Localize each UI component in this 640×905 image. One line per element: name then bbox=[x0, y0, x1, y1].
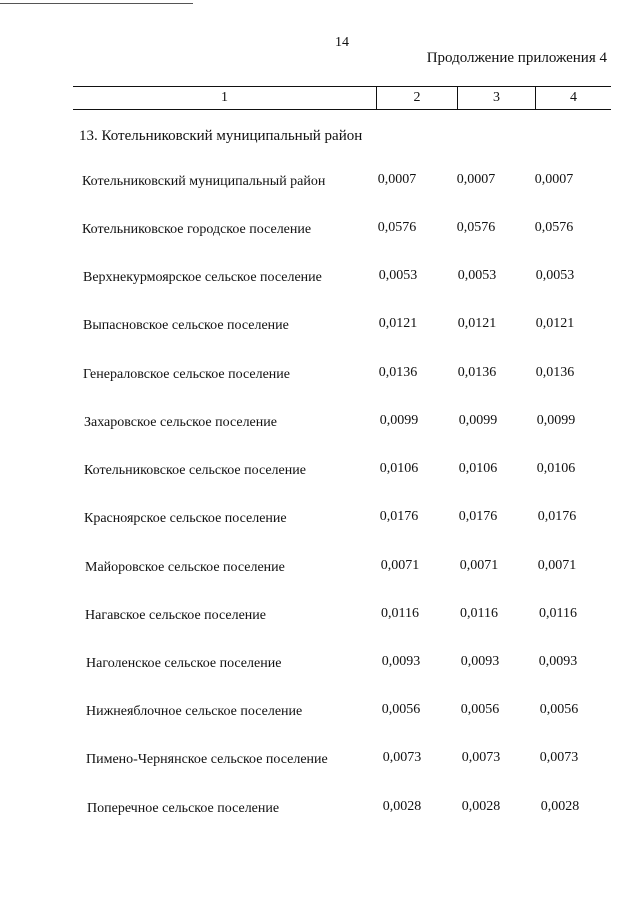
row-value-col-4: 0,0176 bbox=[537, 509, 577, 524]
row-value-col-2: 0,0106 bbox=[379, 461, 419, 476]
header-col-4: 4 bbox=[535, 87, 611, 109]
row-value-col-3: 0,0007 bbox=[456, 172, 496, 187]
table-row bbox=[0, 656, 640, 678]
row-value-col-2: 0,0007 bbox=[377, 172, 417, 187]
row-value-col-2: 0,0176 bbox=[379, 509, 419, 524]
row-value-col-3: 0,0056 bbox=[460, 702, 500, 717]
table-row bbox=[0, 752, 640, 774]
row-value-col-3: 0,0176 bbox=[458, 509, 498, 524]
row-name: Верхнекурмоярское сельское поселение bbox=[83, 270, 322, 285]
header-col-1: 1 bbox=[221, 90, 228, 105]
row-value-col-3: 0,0576 bbox=[456, 220, 496, 235]
row-value-col-2: 0,0121 bbox=[378, 316, 418, 331]
header-col-2: 2 bbox=[376, 87, 457, 109]
table-row bbox=[0, 511, 640, 533]
row-name: Нагавское сельское поселение bbox=[85, 608, 266, 623]
row-value-col-4: 0,0121 bbox=[535, 316, 575, 331]
table-row bbox=[0, 367, 640, 389]
row-value-col-2: 0,0053 bbox=[378, 268, 418, 283]
row-value-col-3: 0,0136 bbox=[457, 365, 497, 380]
row-name: Поперечное сельское поселение bbox=[87, 801, 280, 816]
row-name: Майоровское сельское поселение bbox=[85, 560, 285, 575]
row-name: Пимено-Чернянское сельское поселение bbox=[86, 752, 328, 767]
row-name: Красноярское сельское поселение bbox=[84, 511, 287, 526]
row-value-col-4: 0,0576 bbox=[534, 220, 574, 235]
continuation-label: Продолжение приложения 4 bbox=[426, 50, 607, 66]
row-value-col-2: 0,0576 bbox=[377, 220, 417, 235]
row-value-col-3: 0,0106 bbox=[458, 461, 498, 476]
row-name: Выпасновское сельское поселение bbox=[83, 318, 289, 333]
row-value-col-2: 0,0136 bbox=[378, 365, 418, 380]
header-col-3: 3 bbox=[457, 87, 535, 109]
row-value-col-2: 0,0056 bbox=[381, 702, 421, 717]
row-value-col-4: 0,0071 bbox=[537, 558, 577, 573]
table-row bbox=[0, 415, 640, 437]
row-value-col-4: 0,0116 bbox=[539, 606, 577, 621]
row-name: Нижнеяблочное сельское поселение bbox=[86, 704, 303, 719]
row-value-col-3: 0,0053 bbox=[457, 268, 497, 283]
row-value-col-3: 0,0099 bbox=[458, 413, 498, 428]
row-value-col-2: 0,0116 bbox=[381, 606, 419, 621]
page-number: 14 bbox=[335, 35, 349, 50]
row-value-col-2: 0,0071 bbox=[380, 558, 420, 573]
row-value-col-4: 0,0136 bbox=[535, 365, 575, 380]
row-value-col-3: 0,0071 bbox=[459, 558, 499, 573]
row-value-col-4: 0,0093 bbox=[538, 654, 578, 669]
row-value-col-2: 0,0073 bbox=[382, 750, 422, 765]
row-value-col-3: 0,0121 bbox=[457, 316, 497, 331]
row-value-col-2: 0,0099 bbox=[379, 413, 419, 428]
row-value-col-2: 0,0093 bbox=[381, 654, 421, 669]
table-row bbox=[0, 560, 640, 582]
table-row bbox=[0, 222, 640, 244]
table-row bbox=[0, 318, 640, 340]
row-value-col-4: 0,0056 bbox=[539, 702, 579, 717]
row-value-col-4: 0,0007 bbox=[534, 172, 574, 187]
row-value-col-4: 0,0099 bbox=[536, 413, 576, 428]
row-name: Котельниковский муниципальный район bbox=[82, 174, 326, 189]
table-row bbox=[0, 174, 640, 196]
row-name: Генераловское сельское поселение bbox=[83, 367, 290, 382]
table-row bbox=[0, 801, 640, 823]
section-title: 13. Котельниковский муниципальный район bbox=[79, 128, 363, 144]
row-value-col-3: 0,0116 bbox=[460, 606, 498, 621]
row-value-col-2: 0,0028 bbox=[382, 799, 422, 814]
table-row bbox=[0, 704, 640, 726]
table-row bbox=[0, 270, 640, 292]
row-value-col-3: 0,0028 bbox=[461, 799, 501, 814]
row-name: Котельниковское городское поселение bbox=[82, 222, 312, 237]
row-value-col-4: 0,0106 bbox=[536, 461, 576, 476]
row-value-col-4: 0,0028 bbox=[540, 799, 580, 814]
row-value-col-4: 0,0053 bbox=[535, 268, 575, 283]
row-name: Котельниковское сельское поселение bbox=[84, 463, 306, 478]
table-row bbox=[0, 463, 640, 485]
row-name: Захаровское сельское поселение bbox=[84, 415, 277, 430]
row-value-col-4: 0,0073 bbox=[539, 750, 579, 765]
row-value-col-3: 0,0073 bbox=[461, 750, 501, 765]
table-row bbox=[0, 608, 640, 630]
row-value-col-3: 0,0093 bbox=[460, 654, 500, 669]
row-name: Наголенское сельское поселение bbox=[86, 656, 282, 671]
